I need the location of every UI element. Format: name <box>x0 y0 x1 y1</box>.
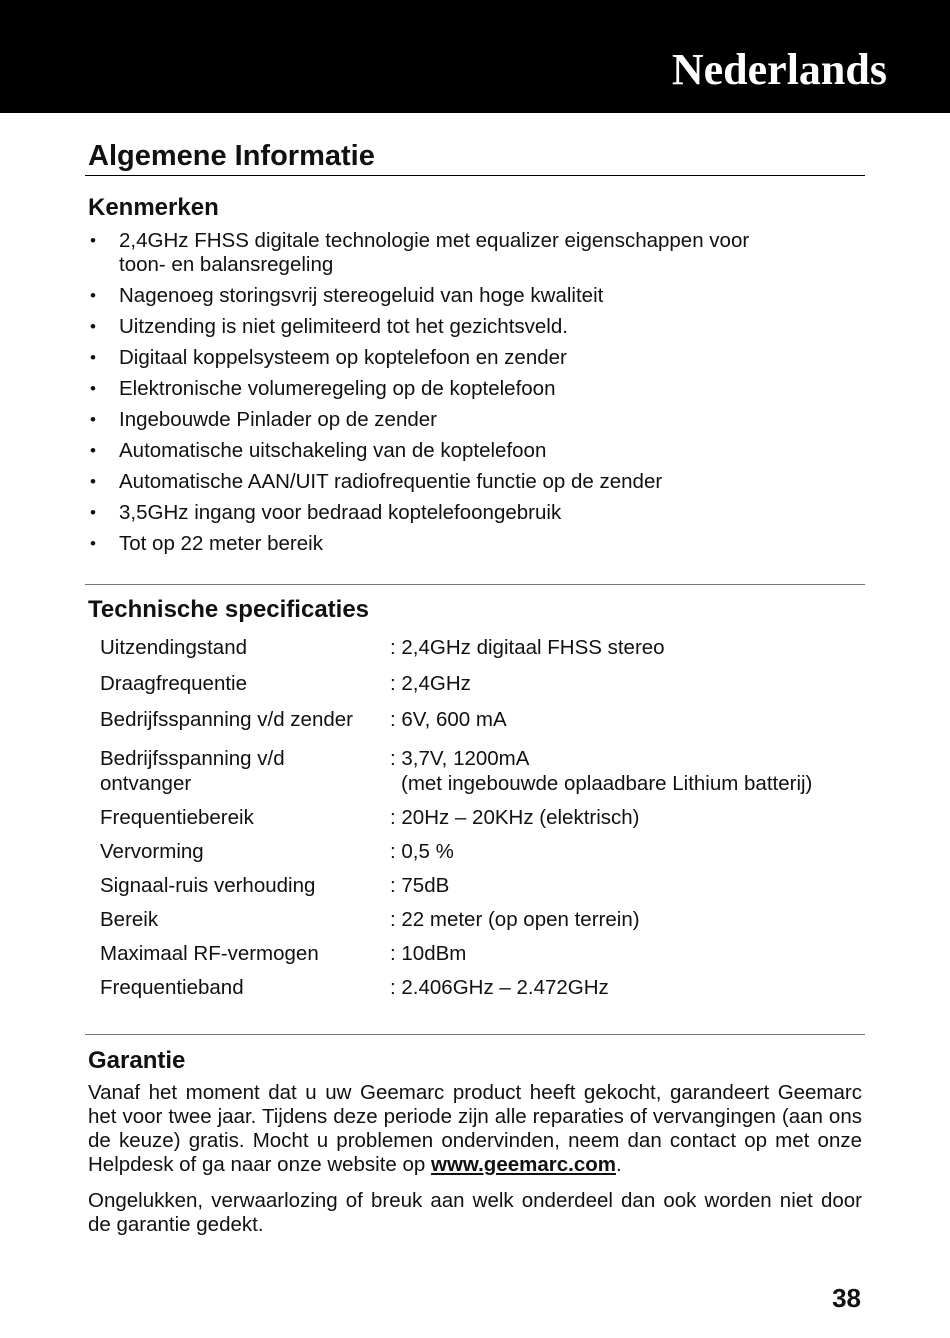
spec-label-text: Bedrijfsspanning v/d <box>100 747 285 770</box>
spec-row <box>100 966 860 1000</box>
bullet-icon: • <box>90 286 96 305</box>
spec-label-text: Frequentieband <box>100 976 244 999</box>
spec-label-text: Bedrijfsspanning v/d zender <box>100 708 353 731</box>
spec-value <box>390 864 860 898</box>
feature-item <box>88 439 848 463</box>
spec-value-text: : 2.406GHz – 2.472GHz <box>390 976 609 999</box>
feature-text: Uitzending is niet gelimiteerd tot het gezichtsveld. <box>119 315 568 338</box>
header-bar <box>0 0 950 113</box>
spec-label <box>100 696 390 732</box>
bullet-icon: • <box>90 348 96 367</box>
spec-value <box>390 635 860 660</box>
spec-row <box>100 796 860 830</box>
spec-label-text: Draagfrequentie <box>100 672 248 695</box>
warranty-heading: Garantie <box>88 1047 186 1074</box>
spec-value <box>390 932 860 966</box>
warranty-period: . <box>615 1153 622 1176</box>
spec-value-text: : 2,4GHz <box>390 672 471 695</box>
spec-label <box>100 966 390 1000</box>
feature-item <box>88 284 848 308</box>
features-list <box>88 229 848 563</box>
feature-item <box>88 501 848 525</box>
language-title: Nederlands <box>671 45 887 94</box>
spec-value-text: : 20Hz – 20KHz (elektrisch) <box>390 806 640 829</box>
spec-label <box>100 796 390 830</box>
warranty-text-span: Vanaf het moment dat u uw Geemarc product heeft gekocht, garandeert Geemarc het voor twee jaar. Tijdens deze periode zijn alle reparaties of vervangingen (aan ons de keuze) gratis. Mocht u problemen ondervinden, neem dan contact op met onze Helpdesk of ga naar onze website op <box>88 1081 862 1176</box>
feature-text: Nagenoeg storingsvrij stereogeluid van hoge kwaliteit <box>119 284 604 307</box>
spec-value <box>390 898 860 932</box>
feature-item <box>88 470 848 494</box>
spec-value <box>390 966 860 1000</box>
website-link[interactable]: www.geemarc.com <box>431 1153 616 1176</box>
bullet-icon: • <box>90 379 96 398</box>
spec-row <box>100 932 860 966</box>
spec-label <box>100 898 390 932</box>
spec-label-text: Bereik <box>100 908 159 931</box>
spec-value <box>390 660 860 696</box>
feature-text: 2,4GHz FHSS digitale technologie met equalizer eigenschappen voor <box>119 229 750 252</box>
spec-label <box>100 660 390 696</box>
bullet-icon: • <box>90 317 96 336</box>
feature-item <box>88 408 848 432</box>
feature-text: Tot op 22 meter bereik <box>119 532 323 555</box>
spec-value-text: : 3,7V, 1200mA <box>390 747 530 770</box>
title-divider <box>85 175 865 176</box>
spec-value <box>390 796 860 830</box>
spec-row <box>100 864 860 898</box>
spec-value-text: : 22 meter (op open terrein) <box>390 908 640 931</box>
features-heading: Kenmerken <box>88 194 219 221</box>
spec-label-text: Signaal-ruis verhouding <box>100 874 316 897</box>
spec-value-text: (met ingebouwde oplaadbare Lithium batterij) <box>401 772 813 795</box>
spec-row <box>100 696 860 732</box>
feature-item <box>88 532 848 556</box>
bullet-icon: • <box>90 472 96 491</box>
spec-value <box>390 732 860 796</box>
spec-value-text: : 2,4GHz digitaal FHSS stereo <box>390 636 665 659</box>
spec-value-text: : 10dBm <box>390 942 467 965</box>
bullet-icon: • <box>90 231 96 250</box>
spec-label <box>100 732 390 796</box>
section-divider <box>85 1034 865 1035</box>
page-title: Algemene Informatie <box>88 140 375 172</box>
specs-table <box>100 635 860 1000</box>
spec-label-text: Frequentiebereik <box>100 806 254 829</box>
feature-text: Digitaal koppelsysteem op koptelefoon en zender <box>119 346 567 369</box>
spec-value-text: : 75dB <box>390 874 450 897</box>
spec-label-text: Maximaal RF-vermogen <box>100 942 319 965</box>
spec-label <box>100 932 390 966</box>
spec-value <box>390 830 860 864</box>
spec-label-text: ontvanger <box>100 772 192 795</box>
spec-label <box>100 864 390 898</box>
feature-item <box>88 315 848 339</box>
spec-row <box>100 732 860 796</box>
feature-text: toon- en balansregeling <box>119 253 334 276</box>
spec-label <box>100 830 390 864</box>
spec-value-text: : 6V, 600 mA <box>390 708 507 731</box>
feature-text: Automatische AAN/UIT radiofrequentie functie op de zender <box>119 470 663 493</box>
feature-item <box>88 229 848 277</box>
feature-item <box>88 346 848 370</box>
spec-row <box>100 898 860 932</box>
spec-value <box>390 696 860 732</box>
page-number: 38 <box>832 1283 861 1313</box>
spec-value-text: : 0,5 % <box>390 840 454 863</box>
spec-row <box>100 635 860 660</box>
bullet-icon: • <box>90 441 96 460</box>
feature-text: 3,5GHz ingang voor bedraad koptelefoongebruik <box>119 501 562 524</box>
specs-heading: Technische specificaties <box>88 596 370 623</box>
bullet-icon: • <box>90 410 96 429</box>
spec-label <box>100 635 390 660</box>
spec-row <box>100 660 860 696</box>
warranty-paragraph <box>88 1081 862 1177</box>
spec-label-text: Uitzendingstand <box>100 636 248 659</box>
section-divider <box>85 584 865 585</box>
spec-label-text: Vervorming <box>100 840 204 863</box>
feature-text: Ingebouwde Pinlader op de zender <box>119 408 437 431</box>
feature-text: Elektronische volumeregeling op de koptelefoon <box>119 377 556 400</box>
feature-text: Automatische uitschakeling van de koptelefoon <box>119 439 547 462</box>
spec-row <box>100 830 860 864</box>
warranty-paragraph: Ongelukken, verwaarlozing of breuk aan welk onderdeel dan ook worden niet door de garantie gedekt. <box>88 1189 862 1236</box>
feature-item <box>88 377 848 401</box>
bullet-icon: • <box>90 534 96 553</box>
bullet-icon: • <box>90 503 96 522</box>
warranty-text <box>88 1081 862 1249</box>
